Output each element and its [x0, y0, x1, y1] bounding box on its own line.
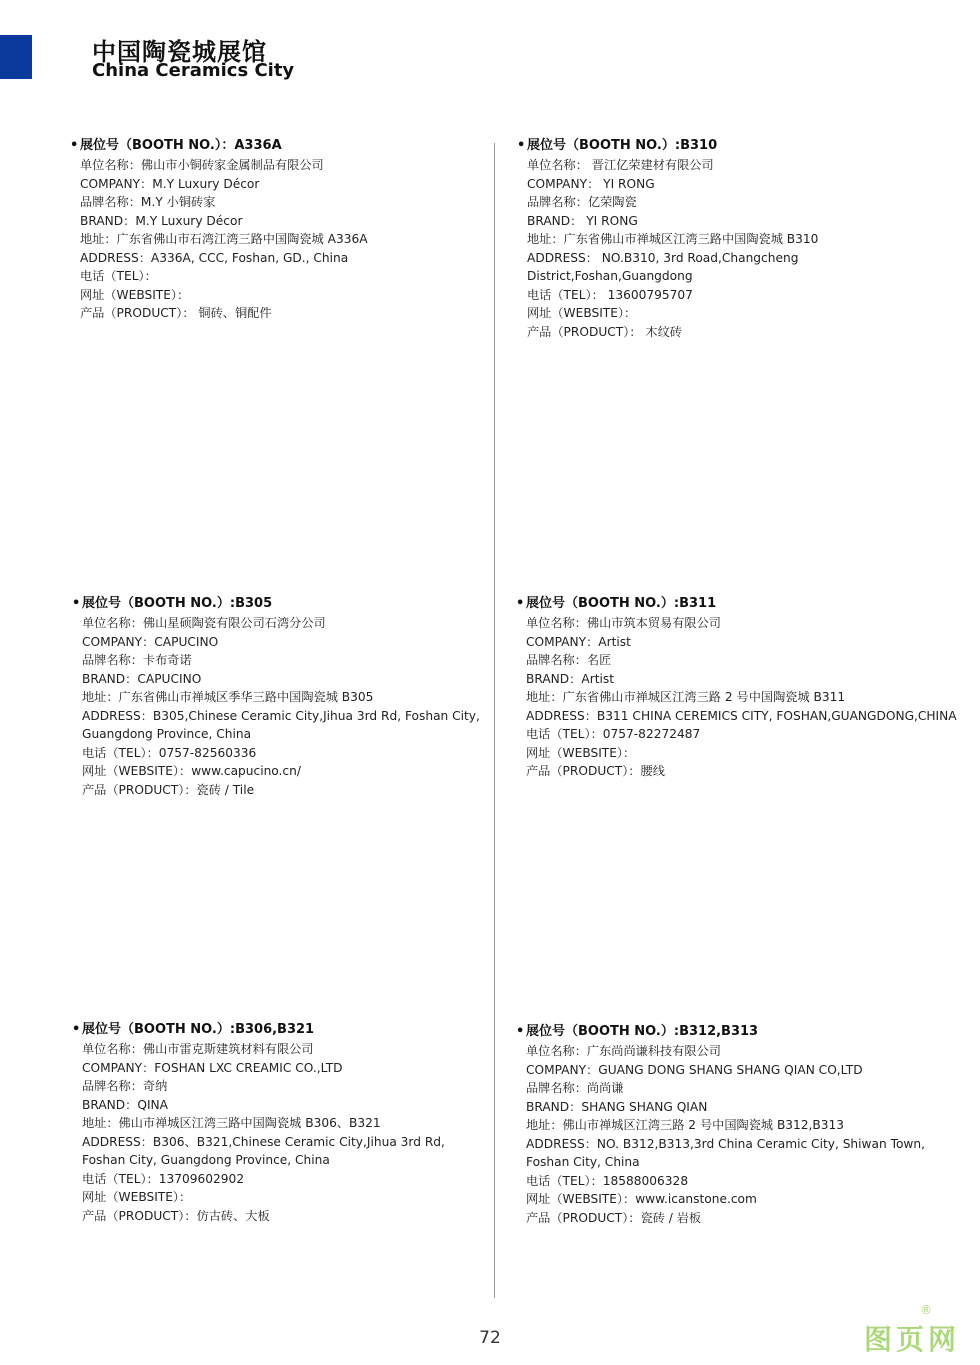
exhibitor-entry — [516, 594, 957, 781]
booth-number-text: 展位号（BOOTH NO.）：A336A — [80, 138, 282, 153]
exhibitor-info-line: ADDRESS：B311 CHINA CEREMICS CITY, FOSHAN,GUANGDONG,CHINA — [526, 708, 957, 723]
exhibitor-info-line: 地址：广东省佛山市禅城区江湾三路中国陶瓷城 B310 — [527, 232, 819, 246]
section-tab-marker — [0, 35, 32, 79]
exhibitor-info-line: 地址：广东省佛山市禅城区江湾三路 2 号中国陶瓷城 B311 — [526, 690, 846, 704]
booth-number-text: 展位号（BOOTH NO.）:B310 — [527, 138, 718, 153]
exhibitor-entry — [72, 1020, 502, 1225]
page-number: 72 — [479, 1328, 501, 1348]
exhibitor-entry — [517, 136, 947, 341]
exhibitor-info-line: COMPANY：CAPUCINO — [82, 634, 219, 649]
exhibitor-info-line: COMPANY：FOSHAN LXC CREAMIC CO.,LTD — [82, 1060, 343, 1075]
exhibitor-info-line: 产品（PRODUCT）： 木纹砖 — [527, 324, 682, 339]
exhibitor-info-line: 单位名称：佛山星硕陶瓷有限公司石湾分公司 — [82, 616, 326, 630]
exhibitor-info-line: 品牌名称：奇纳 — [82, 1079, 168, 1093]
exhibitor-info-line: 地址：广东省佛山市石湾江湾三路中国陶瓷城 A336A — [80, 232, 368, 246]
exhibitor-info-line: 网址（WEBSITE）： — [82, 1190, 192, 1204]
exhibitor-info-line: ADDRESS：A336A, CCC, Foshan, GD., China — [80, 250, 349, 265]
exhibitor-info-line: 品牌名称：尚尚谦 — [526, 1081, 624, 1095]
page-title-cn: 中国陶瓷城展馆 — [92, 38, 267, 66]
exhibitor-info-line: 电话（TEL）： — [80, 269, 157, 283]
exhibitor-info-line: 网址（WEBSITE）： — [526, 745, 636, 760]
exhibitor-info-line: BRAND：Artist — [526, 671, 615, 686]
bullet: • — [72, 596, 81, 611]
exhibitor-entry — [70, 136, 500, 323]
booth-number — [72, 594, 502, 614]
booth-number — [72, 1020, 502, 1040]
exhibitor-info-line: 电话（TEL）：18588006328 — [526, 1173, 689, 1188]
exhibitor-info-line: District,Foshan,Guangdong — [527, 269, 693, 283]
exhibitor-info-line: 产品（PRODUCT）： 铜砖、铜配件 — [80, 306, 272, 320]
exhibitor-info-line: 地址：广东省佛山市禅城区季华三路中国陶瓷城 B305 — [82, 690, 374, 704]
exhibitor-info-line: 品牌名称：M.Y 小铜砖家 — [80, 195, 216, 209]
watermark-logo: 图页网 — [863, 1323, 960, 1356]
page-title-en: China Ceramics City — [92, 60, 295, 81]
exhibitor-info-line: BRAND：SHANG SHANG QIAN — [526, 1099, 708, 1114]
exhibitor-info-line: 网址（WEBSITE）：www.icanstone.com — [526, 1192, 757, 1206]
bullet: • — [72, 1022, 81, 1037]
exhibitor-entry — [72, 594, 502, 799]
exhibitor-info-line: Guangdong Province, China — [82, 727, 252, 741]
exhibitor-info-line: 网址（WEBSITE）：www.capucino.cn/ — [82, 764, 301, 778]
exhibitor-info-line: 单位名称：佛山市筑本贸易有限公司 — [526, 616, 721, 630]
exhibitor-info-line: 品牌名称：卡布奇诺 — [82, 653, 192, 667]
exhibitor-info-line: ADDRESS：B305,Chinese Ceramic City,Jihua 3rd Rd, Foshan City, — [82, 708, 480, 723]
booth-number-text: 展位号（BOOTH NO.）:B312,B313 — [526, 1024, 759, 1039]
booth-number — [70, 136, 500, 156]
exhibitor-info-line: 单位名称：佛山市雷克斯建筑材料有限公司 — [82, 1042, 314, 1056]
exhibitor-info-line: 品牌名称：亿荣陶瓷 — [527, 195, 637, 209]
exhibitor-info-line: 产品（PRODUCT）：瓷砖 / 岩板 — [526, 1210, 702, 1225]
exhibitor-info-line: 网址（WEBSITE）： — [527, 306, 637, 320]
booth-number — [517, 136, 947, 156]
exhibitor-info-line: ADDRESS：B306、B321,Chinese Ceramic City,Jihua 3rd Rd, — [82, 1134, 445, 1149]
exhibitor-info-line: Foshan City, Guangdong Province, China — [82, 1153, 330, 1167]
exhibitor-info-line: 电话（TEL）：0757-82560336 — [82, 745, 257, 760]
exhibitor-info-line: 单位名称： 晋江亿荣建材有限公司 — [527, 158, 714, 172]
exhibitor-info-line: 品牌名称：名匠 — [526, 653, 612, 667]
exhibitor-info-line: 电话（TEL）： 13600795707 — [527, 287, 693, 302]
booth-number-text: 展位号（BOOTH NO.）:B311 — [526, 596, 717, 611]
exhibitor-info-line: BRAND：QINA — [82, 1097, 169, 1112]
exhibitor-info-line: 网址（WEBSITE）： — [80, 287, 190, 302]
bullet: • — [70, 138, 79, 153]
booth-number — [516, 1022, 946, 1042]
bullet: • — [517, 138, 526, 153]
exhibitor-info-line: 单位名称：佛山市小铜砖家金属制品有限公司 — [80, 158, 324, 172]
booth-number-text: 展位号（BOOTH NO.）:B306,B321 — [82, 1022, 315, 1037]
exhibitor-info-line: Foshan City, China — [526, 1155, 640, 1169]
exhibitor-info-line: 电话（TEL）：0757-82272487 — [526, 727, 701, 741]
exhibitor-info-line: 产品（PRODUCT）：瓷砖 / Tile — [82, 782, 255, 797]
exhibitor-info-line: 地址：佛山市禅城区江湾三路中国陶瓷城 B306、B321 — [82, 1116, 381, 1130]
exhibitor-info-line: 产品（PRODUCT）：腰线 — [526, 764, 665, 778]
exhibitor-info-line: COMPANY：GUANG DONG SHANG SHANG QIAN CO,LTD — [526, 1062, 863, 1077]
exhibitor-entry — [516, 1022, 946, 1227]
watermark-registered-mark: ® — [920, 1303, 932, 1317]
exhibitor-info-line: ADDRESS： NO.B310, 3rd Road,Changcheng — [527, 250, 799, 265]
exhibitor-info-line: COMPANY：M.Y Luxury Décor — [80, 176, 260, 191]
exhibitor-info-line: BRAND：CAPUCINO — [82, 671, 202, 686]
booth-number — [516, 594, 946, 614]
exhibitor-info-line: 电话（TEL）：13709602902 — [82, 1171, 245, 1186]
bullet: • — [516, 596, 525, 611]
exhibitor-info-line: COMPANY：Artist — [526, 634, 631, 649]
exhibitor-info-line: 产品（PRODUCT）：仿古砖、大板 — [82, 1208, 270, 1223]
bullet: • — [516, 1024, 525, 1039]
exhibitor-info-line: BRAND： YI RONG — [527, 213, 638, 228]
exhibitor-info-line: COMPANY： YI RONG — [527, 176, 655, 191]
exhibitor-info-line: 地址：佛山市禅城区江湾三路 2 号中国陶瓷城 B312,B313 — [526, 1118, 845, 1132]
exhibitor-info-line: ADDRESS：NO. B312,B313,3rd China Ceramic City, Shiwan Town, — [526, 1136, 925, 1151]
booth-number-text: 展位号（BOOTH NO.）:B305 — [82, 596, 273, 611]
exhibitor-info-line: 单位名称：广东尚尚谦科技有限公司 — [526, 1044, 721, 1058]
exhibitor-info-line: BRAND：M.Y Luxury Décor — [80, 213, 243, 228]
